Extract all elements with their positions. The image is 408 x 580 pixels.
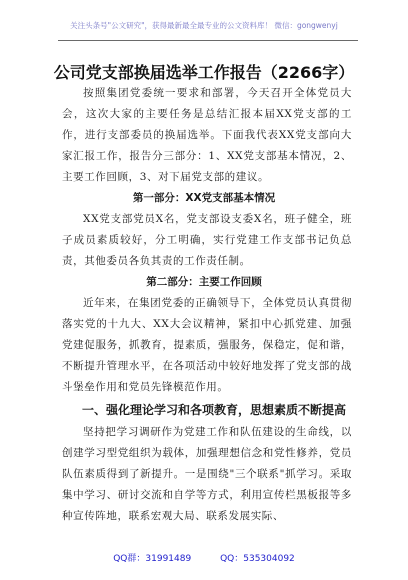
header-divider (58, 40, 358, 41)
subsection-1-text: 坚持把学习调研作为党建工作和队伍建设的生命线，以创建学习型党组织为载体，加强理想信念和党性修养，党员队伍素质得到了新提升。一是围绕"三个联系"抓学习。采取集中学习、研讨交流和自学等方式，利用宣传栏黑板报等多种宣传阵地，联系宏观大局、联系发展实际、 (62, 426, 352, 522)
section-1-text: XX党支部党员X名，党支部设支委X名，班子健全，班子成员素质较好，分工明确，实行党建工作支部书记负总责，其他委员各负其责的工作责任制。 (62, 213, 352, 267)
subsection-1-paragraph (62, 422, 352, 527)
section-heading-2: 第二部分：主要工作回顾 (146, 276, 262, 288)
footer-qq-group: QQ群：31991489 (113, 554, 192, 564)
footer-contact (0, 551, 408, 564)
subsection-heading-1: 一、强化理论学习和各项教育，思想素质不断提高 (82, 403, 347, 417)
section-2-text: 近年来，在集团党委的正确领导下，全体党员认真贯彻落实党的十九大、XX大会议精神，紧扣中心抓党建、加强党建促服务，抓教育，提素质，强服务，保稳定，促和谐，不断提升管理水平，在各项活动中较好地发挥了党支部的战斗堡垒作用和党员先锋模范作用。 (62, 297, 352, 393)
intro-text: 按照集团党委统一要求和部署，今天召开全体党员大会，这次大家的主要任务是总结汇报本届XX党支部的工作，进行支部委员的换届选举。下面我代表XX党支部向大家汇报工作，报告分三部分：1、XX党支部基本情况，2、主要工作回顾，3、对下届党支部的建议。 (62, 87, 352, 183)
document-title: 公司党支部换届选举工作报告（2266字） (53, 63, 355, 82)
footer-qq: QQ：535304092 (220, 554, 295, 564)
header-banner: 关注头条号"公文研究"，获得最新最全最专业的公文资料库！ 微信：gongwenyj (70, 21, 338, 30)
section-heading-1: 第一部分：XX党支部基本情况 (132, 192, 276, 204)
intro-paragraph (62, 83, 352, 188)
section-1-paragraph (62, 209, 352, 272)
section-2-paragraph (62, 293, 352, 398)
